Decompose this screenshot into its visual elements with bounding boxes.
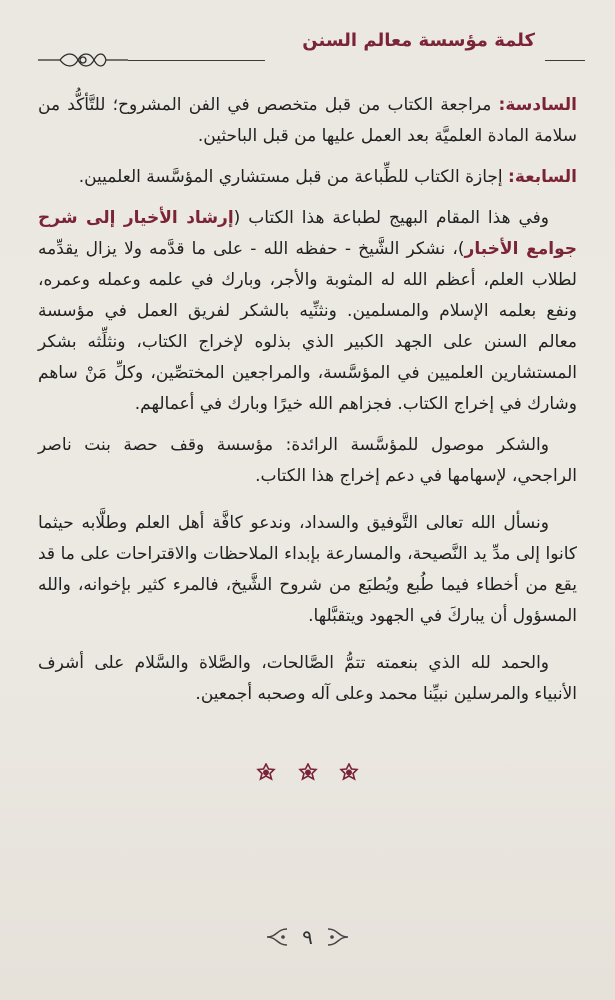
item-text: إجازة الكتاب للطِّباعة من قبل مستشاري المؤسَّسة العلميين. xyxy=(78,167,509,187)
section-divider xyxy=(0,763,615,787)
star-flower-icon xyxy=(256,763,276,787)
knot-ornament-icon xyxy=(38,52,128,68)
item-label: السابعة: xyxy=(508,167,577,187)
page-bracket-icon xyxy=(326,927,352,947)
page-header xyxy=(38,30,585,80)
paragraph-item-6 xyxy=(38,90,577,152)
paragraph-item-7 xyxy=(38,162,577,193)
item-text: مراجعة الكتاب من قبل متخصص في الفن المشروح؛ للتَّأكُّد من سلامة المادة العلميَّة بعد العمل عليها من قبل الباحثين. xyxy=(38,95,577,146)
page-number: ٩ xyxy=(302,925,313,949)
paragraph-text: وفي هذا المقام البهيج لطباعة هذا الكتاب ( xyxy=(233,208,549,228)
paragraph-thanks xyxy=(38,203,577,420)
page-header-title: كلمة مؤسسة معالم السنن xyxy=(302,30,535,51)
paragraph-foundation: والشكر موصول للمؤسَّسة الرائدة: مؤسسة وقف حصة بنت ناصر الراجحي، لإسهامها في دعم إخراج هذا الكتاب. xyxy=(38,435,577,486)
page-footer xyxy=(0,925,615,949)
star-flower-icon xyxy=(339,763,359,787)
paragraph-request: ونسأل الله تعالى التَّوفيق والسداد، وندعو كافَّة أهل العلم وطلَّابه حيثما كانوا إلى مدِّ يد النَّصيحة، والمسارعة بإبداء الملاحظات والاقتراحات على ما قد يقع من أخطاء فيما طُبع ويُطبَع من شروح الشَّيخ، فالمرء كثير بإخوانه، والله المسؤول أن يباركَ في الجهود ويتقبَّلها. xyxy=(38,513,577,626)
page-bracket-icon xyxy=(263,927,289,947)
paragraph-closing: والحمد لله الذي بنعمته تتمُّ الصَّالحات، والصَّلاة والسَّلام على أشرف الأنبياء والمرسلين نبيِّنا محمد وعلى آله وصحبه أجمعين. xyxy=(38,653,577,704)
body-text xyxy=(38,90,577,710)
paragraph-text: )، نشكر الشَّيخ - حفظه الله - على ما قدَّمه ولا يزال يقدِّمه لطلاب العلم، أعظم الله له المثوبة والأجر، وبارك في علمه وعمله وعمره، ونفع بعلمه الإسلام والمسلمين. ونثنِّيه بالشكر لفريق العمل في مؤسسة معالم السنن على الجهد الكبير الذي بذلوه لإخراج الكتاب، ونثلِّثه بشكر المستشارين العلميين في المؤسَّسة، والمراجعين المختصِّين، وكلِّ مَنْ ساهم وشارك في إخراج الكتاب. فجزاهم الله خيرًا وبارك في أعمالهم. xyxy=(38,239,577,414)
star-flower-icon xyxy=(298,763,318,787)
item-label: السادسة: xyxy=(498,95,577,115)
book-title-ref: إرشاد الأخيار إلى شرح جوامع الأخبار xyxy=(38,208,577,259)
